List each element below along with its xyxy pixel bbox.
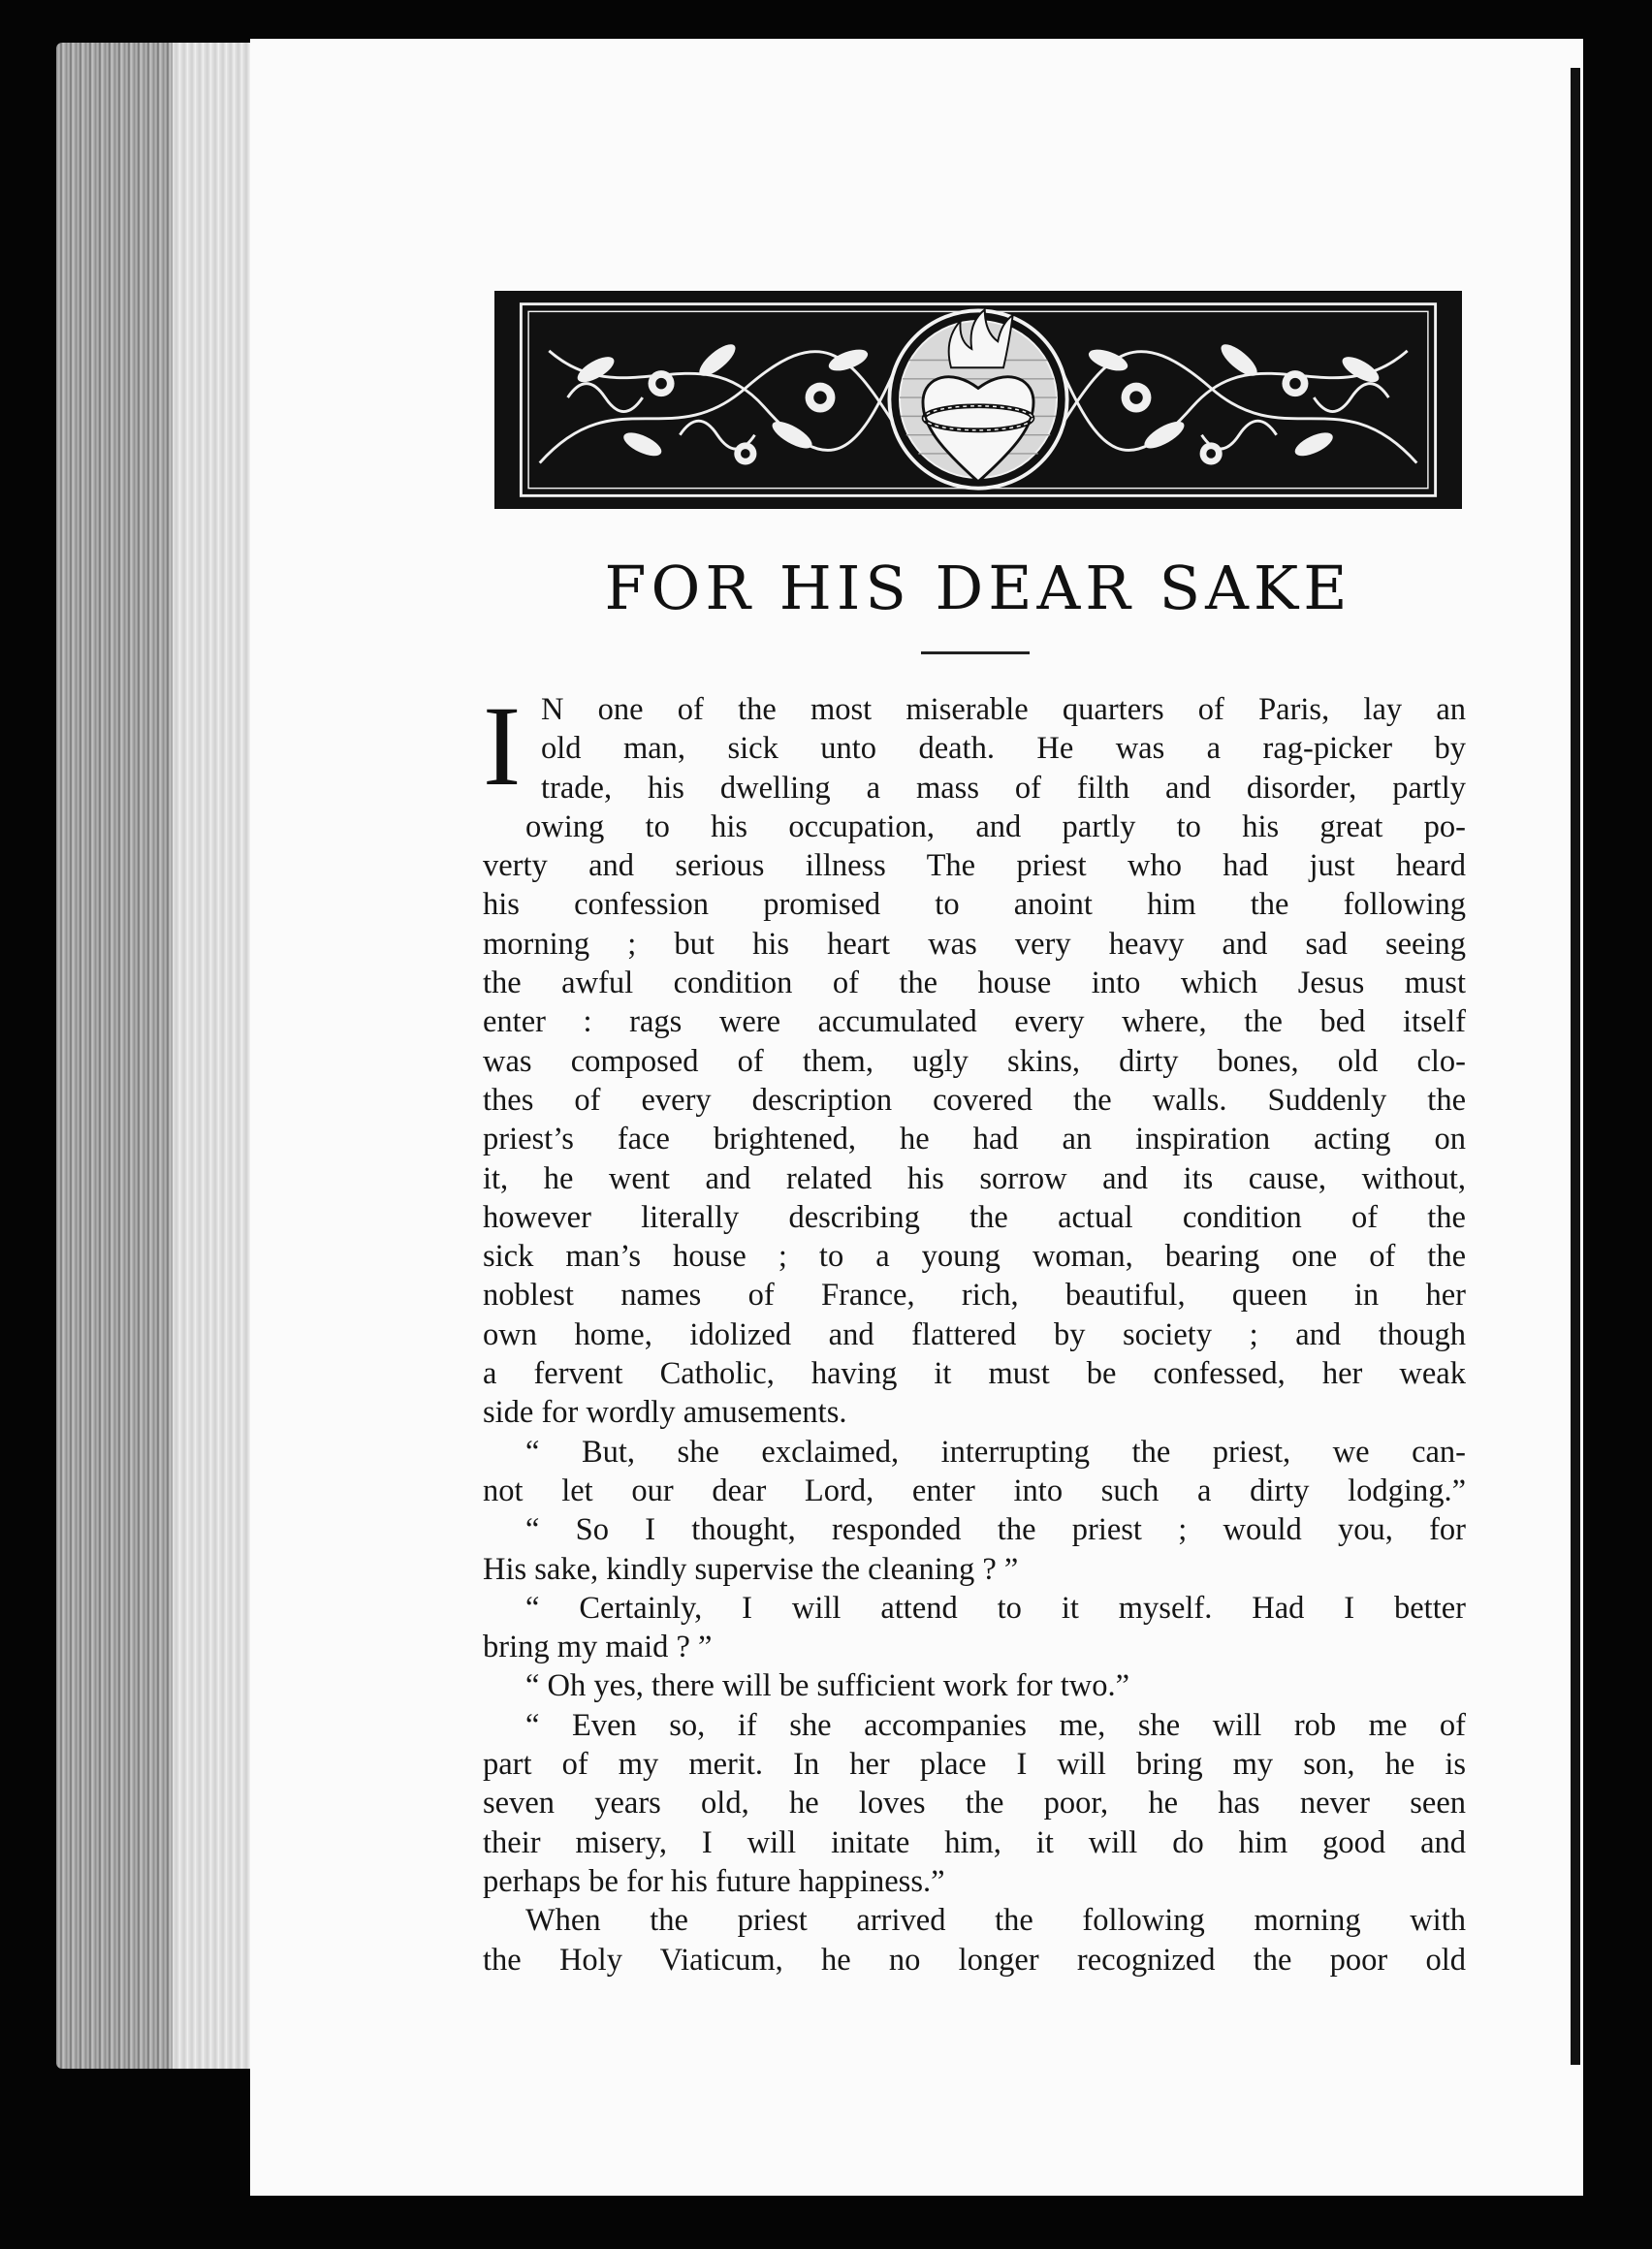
text-line: “ Even so, if she accompanies me, she will rob me of (525, 1707, 1466, 1743)
text-line: “ But, she exclaimed, interrupting the priest, we can- (525, 1434, 1466, 1470)
text-line: “ Oh yes, there will be sufficient work for two.” (525, 1668, 1130, 1704)
ornamental-banner (494, 291, 1462, 509)
text-line: the Holy Viaticum, he no longer recognized the poor old (483, 1942, 1466, 1978)
text-line: bring my maid ? ” (483, 1630, 713, 1665)
text-line: thes of every description covered the walls. Suddenly the (483, 1082, 1466, 1118)
text-line: When the priest arrived the following morning with (525, 1903, 1466, 1939)
text-line: “ So I thought, responded the priest ; would you, for (525, 1512, 1466, 1548)
text-line: noblest names of France, rich, beautiful, queen in her (483, 1278, 1466, 1314)
text-line: priest’s face brightened, he had an inspiration acting on (483, 1122, 1466, 1157)
text-line: His sake, kindly supervise the cleaning ? ” (483, 1551, 1019, 1587)
text-line: not let our dear Lord, enter into such a dirty lodging.” (483, 1473, 1466, 1508)
text-line: own home, idolized and flattered by society ; and though (483, 1316, 1466, 1352)
text-line: part of my merit. In her place I will bring my son, he is (483, 1747, 1466, 1783)
facing-page-edge (1571, 68, 1580, 2065)
text-line: owing to his occupation, and partly to his great po- (525, 808, 1466, 844)
text-line: seven years old, he loves the poor, he has never seen (483, 1786, 1466, 1821)
text-line: “ Certainly, I will attend to it myself. Had I better (525, 1590, 1466, 1626)
title-divider (921, 651, 1030, 654)
body-text (483, 682, 1466, 1980)
text-line: however literally describing the actual condition of the (483, 1199, 1466, 1235)
text-line: side for wordly amusements. (483, 1395, 847, 1431)
text-line: old man, sick unto death. He was a rag-picker by (541, 731, 1466, 767)
text-line: it, he went and related his sorrow and its cause, without, (483, 1160, 1466, 1196)
drop-cap: I (483, 682, 522, 809)
text-line: a fervent Catholic, having it must be confessed, her weak (483, 1356, 1466, 1392)
text-line: was composed of them, ugly skins, dirty bones, old clo- (483, 1043, 1466, 1079)
text-line: trade, his dwelling a mass of filth and disorder, partly (541, 770, 1466, 806)
text-line: enter : rags were accumulated every where, the bed itself (483, 1004, 1466, 1040)
text-line: sick man’s house ; to a young woman, bearing one of the (483, 1239, 1466, 1275)
text-line: morning ; but his heart was very heavy and sad seeing (483, 926, 1466, 962)
chapter-title: FOR HIS DEAR SAKE (604, 553, 1352, 623)
text-line: the awful condition of the house into which Jesus must (483, 966, 1466, 1001)
text-line: his confession promised to anoint him the following (483, 887, 1466, 923)
text-line: N one of the most miserable quarters of Paris, lay an (541, 692, 1466, 727)
text-line: verty and serious illness The priest who had just heard (483, 848, 1466, 884)
page-edges (56, 43, 250, 2069)
text-line: perhaps be for his future happiness.” (483, 1863, 945, 1899)
text-line: their misery, I will initate him, it will do him good and (483, 1824, 1466, 1860)
sacred-heart-ornament-icon (498, 295, 1458, 505)
